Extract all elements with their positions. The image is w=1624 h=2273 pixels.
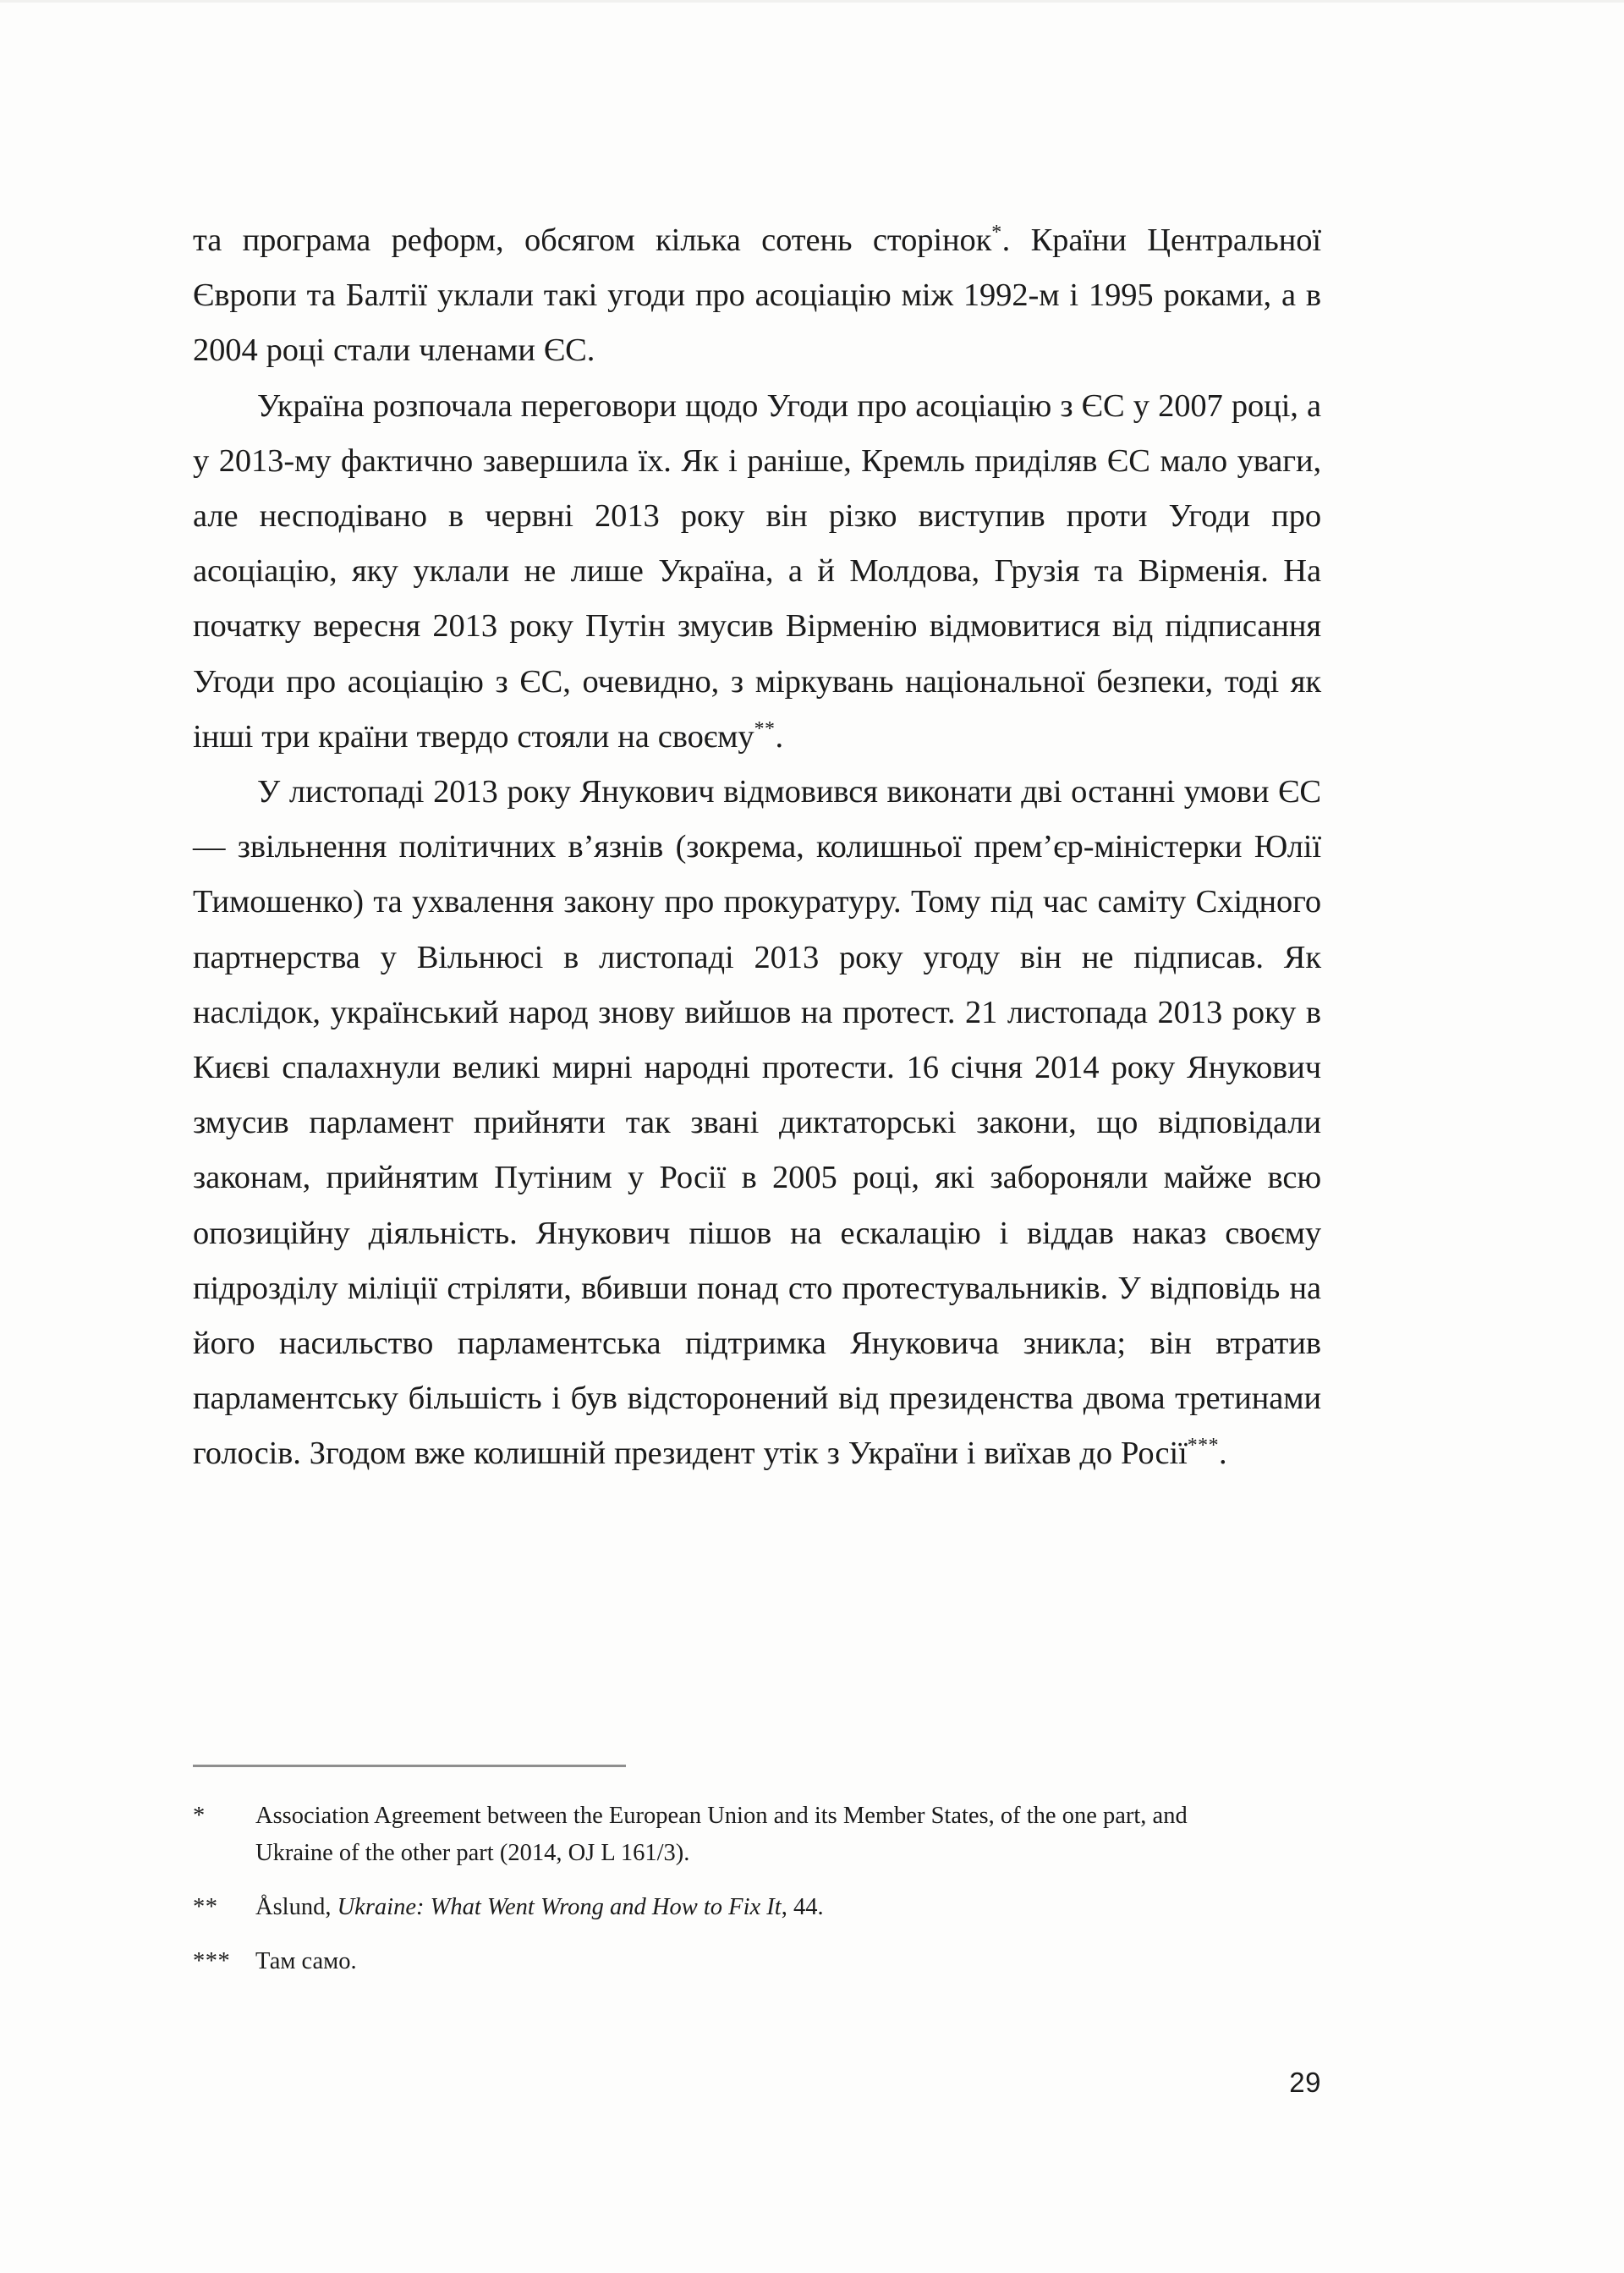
footnote-item-2-author: Åslund, [255, 1894, 337, 1920]
paragraph-2-text-after-marker: . [775, 718, 783, 755]
footnote-item-2-marker: ** [193, 1894, 218, 1920]
footnote-item-3-text: Там само. [255, 1948, 357, 1974]
paragraph-3-text-before-marker: У листопаді 2013 року Янукович відмовився виконати дві останні умови ЄС — звільнення політичних в’язнів (зокрема, колишньої прем’єр-міністерки Юлії Тимошенко) та ухвалення закону про прокуратуру. Тому під час саміту Східного партнерства у Вільнюсі в листопаді 2013 року угоду він не підписав. Як наслідок, український народ знову вийшов на протест. 21 листопада 2013 року в Києві спалахнули великі мирні народні протести. 16 січня 2014 року Янукович змусив парламент прийняти так звані диктаторські закони, що відповідали законам, прийнятим Путіним у Росії в 2005 році, які забороняли майже всю опозиційну діяльність. Янукович пішов на ескалацію і віддав наказ своєму підрозділу міліції стріляти, вбивши понад сто протестувальників. У відповідь на його насильство парламентська підтримка Януковича зникла; він втратив парламентську більшість і був відсторонений від президенства двома третинами голосів. Згодом вже колишній президент утік з України і виїхав до Росії [193, 774, 1321, 1472]
paragraph-1-text-after-marker: . Країни Центральної Європи та Балтії уклали такі угоди про асоціацію між 1992-м і 1995 роками, а в 2004 році стали членами ЄС. [193, 222, 1321, 369]
body-text-block [193, 213, 1321, 1482]
paragraph-1 [193, 213, 1321, 379]
footnote-item-3-marker: *** [193, 1948, 231, 1974]
paragraph-3 [193, 765, 1321, 1482]
footnote-item-2 [193, 1889, 1321, 1926]
footnote-item-1-text: Association Agreement between the European Union and its Member States, of the one part, and Ukraine of the other part (2014, OJ L 161/3). [255, 1803, 1188, 1866]
paragraph-2-text-before-marker: Україна розпочала переговори щодо Угоди про асоціацію з ЄС у 2007 році, а у 2013-му фактично завершила їх. Як і раніше, Кремль приділяв ЄС мало уваги, але несподівано в червні 2013 року він різко виступив проти Угоди про асоціацію, яку уклали не лише Україна, а й Молдова, Грузія та Вірменія. На початку вересня 2013 року Путін змусив Вірменію відмовитися від підписання Угоди про асоціацію з ЄС, очевидно, з міркувань національної безпеки, тоді як інші три країни твердо стояли на своєму [193, 387, 1321, 755]
paragraph-1-text-before-marker: та програма реформ, обсягом кілька сотень сторінок [193, 222, 992, 258]
footnote-item-3 [193, 1943, 1321, 1980]
footnote-item-2-title: Ukraine: What Went Wrong and How to Fix It [337, 1894, 782, 1920]
page-number: 29 [1289, 2067, 1321, 2098]
footnote-marker-3[interactable]: *** [1187, 1435, 1219, 1458]
footnote-item-2-text [255, 1889, 1255, 1926]
paragraph-2 [193, 379, 1321, 765]
footnote-separator-rule [193, 1765, 626, 1767]
paragraph-3-text-after-marker: . [1219, 1436, 1227, 1472]
page-top-edge [0, 0, 1624, 3]
footnotes-section [193, 1765, 1321, 1980]
footnote-item-1 [193, 1798, 1321, 1872]
footnote-item-2-pages: , 44. [781, 1894, 824, 1920]
footnote-marker-2[interactable]: ** [754, 718, 776, 740]
footnote-marker-1[interactable]: * [991, 222, 1002, 244]
footnote-item-1-marker: * [193, 1803, 206, 1829]
